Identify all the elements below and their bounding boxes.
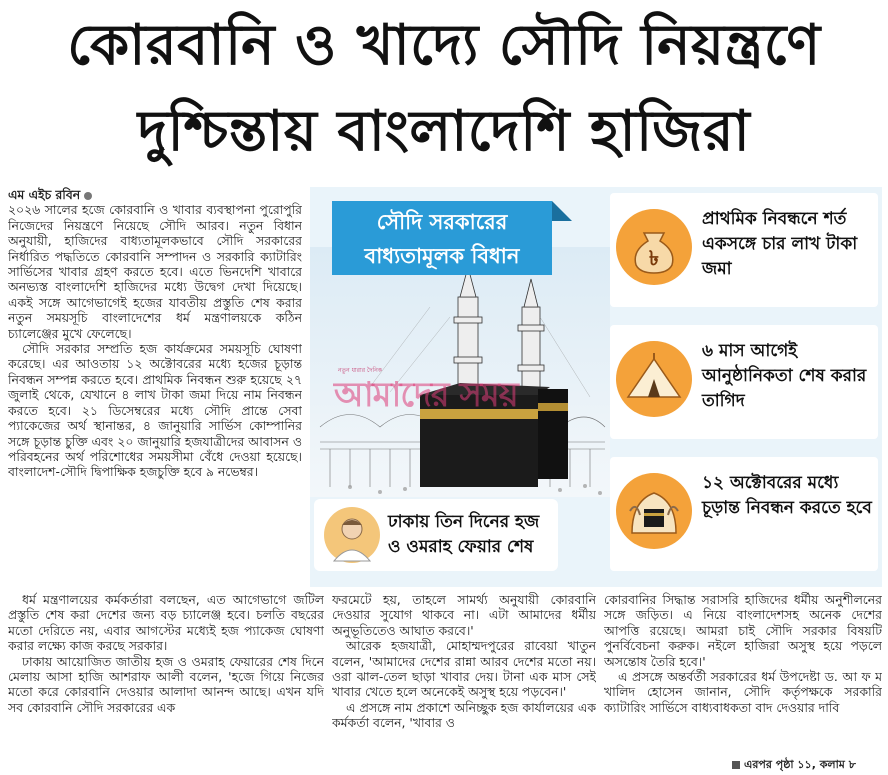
- fair-notice-text: ঢাকায় তিন দিনের হজ ও ওমরাহ ফেয়ার শেষ: [388, 512, 540, 557]
- paragraph: ঢাকায় আয়োজিত জাতীয় হজ ও ওমরাহ ফেয়ারের শেষ দিনে মেলায় আসা হাজি আশরাফ আলী বলেন, 'হজে গিয়ে নিজের মতো করে কোরবানি দেওয়ার আলাদা আনন্দ আছে। এখন যদি সব কোরবানি সৌদি সরকারের এক: [8, 653, 324, 715]
- article-column-bottom-3: [604, 592, 882, 757]
- paragraph: ফরমেটে হয়, তাহলে সামর্থ্য অনুযায়ী কোরবানি দেওয়ার সুযোগ থাকবে না। এটা আমাদের ধর্মীয় অনুভূতিতেও আঘাত করবে।': [332, 592, 596, 638]
- tent-icon: [614, 339, 694, 419]
- article-column-bottom-1: [8, 592, 324, 770]
- square-bullet-icon: [732, 761, 740, 769]
- infographic: [310, 187, 882, 587]
- paragraph: এ প্রসঙ্গে নাম প্রকাশে অনিচ্ছুক হজ কার্যালয়ের এক কর্মকর্তা বলেন, 'খাবার ও: [332, 699, 596, 731]
- paragraph: ২০২৬ সালের হজে কোরবানি ও খাবার ব্যবস্থাপনা পুরোপুরি নিজেদের নিয়ন্ত্রণে নিয়েছে সৌদি আরব। নতুন বিধান অনুযায়ী, হাজিদের বাধ্যতামূলকভাবে সৌদি সরকারের নির্ধারিত পদ্ধতিতে কোরবানি সম্পাদন ও সরকারি ক্যাটারিং সার্ভিসের খাবার গ্রহণ করতে হবে। এতে ভিনদেশি খাবারে অনভ্যস্ত বাংলাদেশি হাজিদের মধ্যে উদ্বেগ দেখা দিয়েছে। একই সঙ্গে আগেভাগেই হজের যাবতীয় প্রস্তুতি শেষ করার নতুন সময়সূচি বাংলাদেশের ধর্ম মন্ত্রণালয়কে কঠিন চ্যালেঞ্জের মুখে ফেলেছে।: [8, 202, 302, 341]
- paragraph: কোরবানির সিদ্ধান্ত সরাসরি হাজিদের ধর্মীয় অনুশীলনের সঙ্গে জড়িত। এ নিয়ে বাংলাদেশসহ অনেক দেশের আপত্তি রয়েছে। আমরা চাই সৌদি সরকার বিষয়টি পুনর্বিবেচনা করুক। নইলে হাজিরা অসুস্থ হয়ে পড়লে অসন্তোষ তৈরি হবে।': [604, 592, 882, 669]
- title-fold-corner: [552, 201, 572, 221]
- paragraph: ধর্ম মন্ত্রণালয়ের কর্মকর্তারা বলছেন, এত আগেভাগে জটিল প্রস্তুতি শেষ করা দেশের জন্য বড় চ্যালেঞ্জ হবে। চলতি বছরের মতো দেরিতে নয়, এবার আগস্টের মধ্যেই হজ প্যাকেজ ঘোষণা করার লক্ষ্যে কাজ করছে সরকার।: [8, 592, 324, 654]
- article-column-bottom-2: [332, 592, 596, 770]
- watermark-tagline: নতুন ধারার দৈনিক: [338, 367, 382, 374]
- card-text: ৬ মাস আগেই আনুষ্ঠানিকতা শেষ করার তাগিদ: [702, 341, 867, 411]
- newspaper-watermark: আমাদের সময়: [334, 375, 518, 415]
- pilgrim-avatar-icon: [322, 505, 382, 565]
- svg-text:৳: ৳: [649, 246, 659, 270]
- infographic-title: সৌদি সরকারের বাধ্যতামূলক বিধান: [332, 201, 552, 275]
- byline: এম এইচ রবিন: [8, 187, 302, 202]
- paragraph: সৌদি সরকার সম্প্রতি হজ কার্যক্রমের সময়সূচি ঘোষণা করেছে। এর আওতায় ১২ অক্টোবরের মধ্যে হজের চূড়ান্ত নিবন্ধন সম্পন্ন করতে হবে। প্রাথমিক নিবন্ধন শুরু হয়েছে ২৭ জুলাই থেকে, যেখানে ৪ লাখ টাকা জমা দিয়ে নাম নিবন্ধন করতে হবে। ২১ ডিসেম্বরের মধ্যে সৌদি প্রান্তে সেবা প্যাকেজের অর্থ স্থানান্তর, ৪ জানুয়ারি সার্ভিস কোম্পানির সঙ্গে চূড়ান্ত চুক্তি এবং ২০ জানুয়ারি হজযাত্রীদের আবাসন ও পরিবহনের অর্থ পরিশোধের সময়সীমা বেঁধে দেওয়া হয়েছে। বাংলাদেশ-সৌদি দ্বিপাক্ষিক হজচুক্তি হবে ৯ নভেম্বর।: [8, 341, 302, 480]
- money-bag-icon: [614, 207, 694, 287]
- info-card-deadline: [610, 325, 878, 439]
- paragraph: এ প্রসঙ্গে অন্তর্বর্তী সরকারের ধর্ম উপদেষ্টা ড. আ ফ ম খালিদ হোসেন জানান, সৌদি কর্তৃপক্ষকে সরকারি ক্যাটারিং সার্ভিসে বাধ্যবাধকতা বাদ দেওয়ার দাবি: [604, 669, 882, 715]
- headline-line-2: দুশ্চিন্তায় বাংলাদেশি হাজিরা: [137, 99, 751, 164]
- article-column-left: [8, 187, 302, 587]
- paragraph: আরেক হজযাত্রী, মোহাম্মদপুরের রাবেয়া খাতুন বলেন, 'আমাদের দেশের রান্না আরব দেশের মতো নয়। ওরা ঝাল-তেল ছাড়া খাবার দেয়। টানা এক মাস সেই খাবার খেতে হলে অনেকেই অসুস্থ হয়ে পড়বেন।': [332, 638, 596, 700]
- headline-line-1: কোরবানি ও খাদ্যে সৌদি নিয়ন্ত্রণে: [67, 13, 821, 78]
- info-card-registration: [610, 193, 878, 307]
- continued-on-note[interactable]: এরপর পৃষ্ঠা ১১, কলাম ৮: [732, 756, 856, 775]
- card-text: ১২ অক্টোবরের মধ্যে চূড়ান্ত নিবন্ধন করতে হবে: [702, 473, 872, 518]
- card-text: প্রাথমিক নিবন্ধনে শর্ত একসঙ্গে চার লাখ টাকা জমা: [702, 209, 858, 279]
- info-card-final-registration: [610, 457, 878, 571]
- kaaba-prayer-icon: [614, 471, 694, 551]
